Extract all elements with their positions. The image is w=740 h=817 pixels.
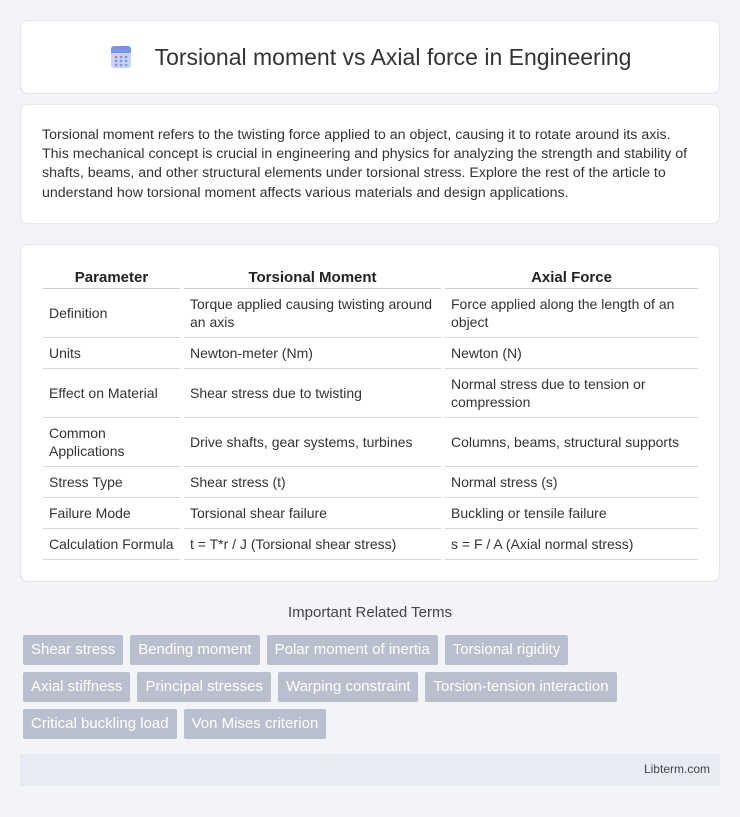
table-row — [43, 529, 698, 560]
footer-site-link[interactable]: Libterm.com — [643, 762, 710, 776]
column-header: Parameter — [43, 263, 180, 289]
footer — [20, 754, 720, 786]
table-row — [43, 498, 698, 529]
related-terms-list — [23, 635, 723, 746]
column-header: Axial Force — [445, 263, 698, 289]
table-cell: Shear stress due to twisting — [184, 369, 441, 418]
table-cell: Force applied along the length of an object — [445, 289, 698, 338]
table-row — [43, 467, 698, 498]
table-cell: Torsional shear failure — [184, 498, 441, 529]
table-row — [43, 418, 698, 467]
header-card — [20, 20, 720, 94]
table-cell: Stress Type — [43, 467, 180, 498]
table-cell: Failure Mode — [43, 498, 180, 529]
table-cell: Shear stress (t) — [184, 467, 441, 498]
related-term-tag[interactable]: Von Mises criterion — [184, 709, 327, 739]
table-cell: Torque applied causing twisting around an axis — [184, 289, 441, 338]
table-row — [43, 369, 698, 418]
table-row — [43, 289, 698, 338]
related-term-tag[interactable]: Axial stiffness — [23, 672, 130, 702]
comparison-table-card — [20, 244, 720, 582]
related-term-tag[interactable]: Bending moment — [130, 635, 259, 665]
table-cell: Effect on Material — [43, 369, 180, 418]
calculator-icon — [109, 45, 133, 69]
related-term-tag[interactable]: Shear stress — [23, 635, 123, 665]
table-cell: Units — [43, 338, 180, 369]
page-title: Torsional moment vs Axial force in Engineering — [154, 43, 632, 70]
table-cell: Newton (N) — [445, 338, 698, 369]
related-term-tag[interactable]: Torsion-tension interaction — [425, 672, 616, 702]
table-cell: Definition — [43, 289, 180, 338]
related-term-tag[interactable]: Polar moment of inertia — [267, 635, 438, 665]
related-term-tag[interactable]: Principal stresses — [137, 672, 271, 702]
table-cell: Common Applications — [43, 418, 180, 467]
intro-paragraph: Torsional moment refers to the twisting force applied to an object, causing it to rotate around its axis. This mechanical concept is crucial in engineering and physics for analyzing the strength and stability of shafts, beams, and other structural elements under torsional stress. Explore the rest of the article to understand how torsional moment affects various materials and design applications. — [42, 127, 688, 201]
related-terms-title: Important Related Terms — [288, 604, 452, 621]
table-cell: t = T*r / J (Torsional shear stress) — [184, 529, 441, 560]
table-cell: Newton-meter (Nm) — [184, 338, 441, 369]
table-cell: Normal stress (s) — [445, 467, 698, 498]
table-cell: Columns, beams, structural supports — [445, 418, 698, 467]
table-cell: Normal stress due to tension or compression — [445, 369, 698, 418]
table-header-row — [43, 263, 698, 289]
table-cell: s = F / A (Axial normal stress) — [445, 529, 698, 560]
column-header: Torsional Moment — [184, 263, 441, 289]
related-term-tag[interactable]: Warping constraint — [278, 672, 419, 702]
related-term-tag[interactable]: Torsional rigidity — [445, 635, 569, 665]
intro-card — [20, 104, 720, 224]
table-cell: Calculation Formula — [43, 529, 180, 560]
table-cell: Drive shafts, gear systems, turbines — [184, 418, 441, 467]
table-cell: Buckling or tensile failure — [445, 498, 698, 529]
table-row — [43, 338, 698, 369]
related-term-tag[interactable]: Critical buckling load — [23, 709, 177, 739]
comparison-table — [43, 263, 698, 560]
